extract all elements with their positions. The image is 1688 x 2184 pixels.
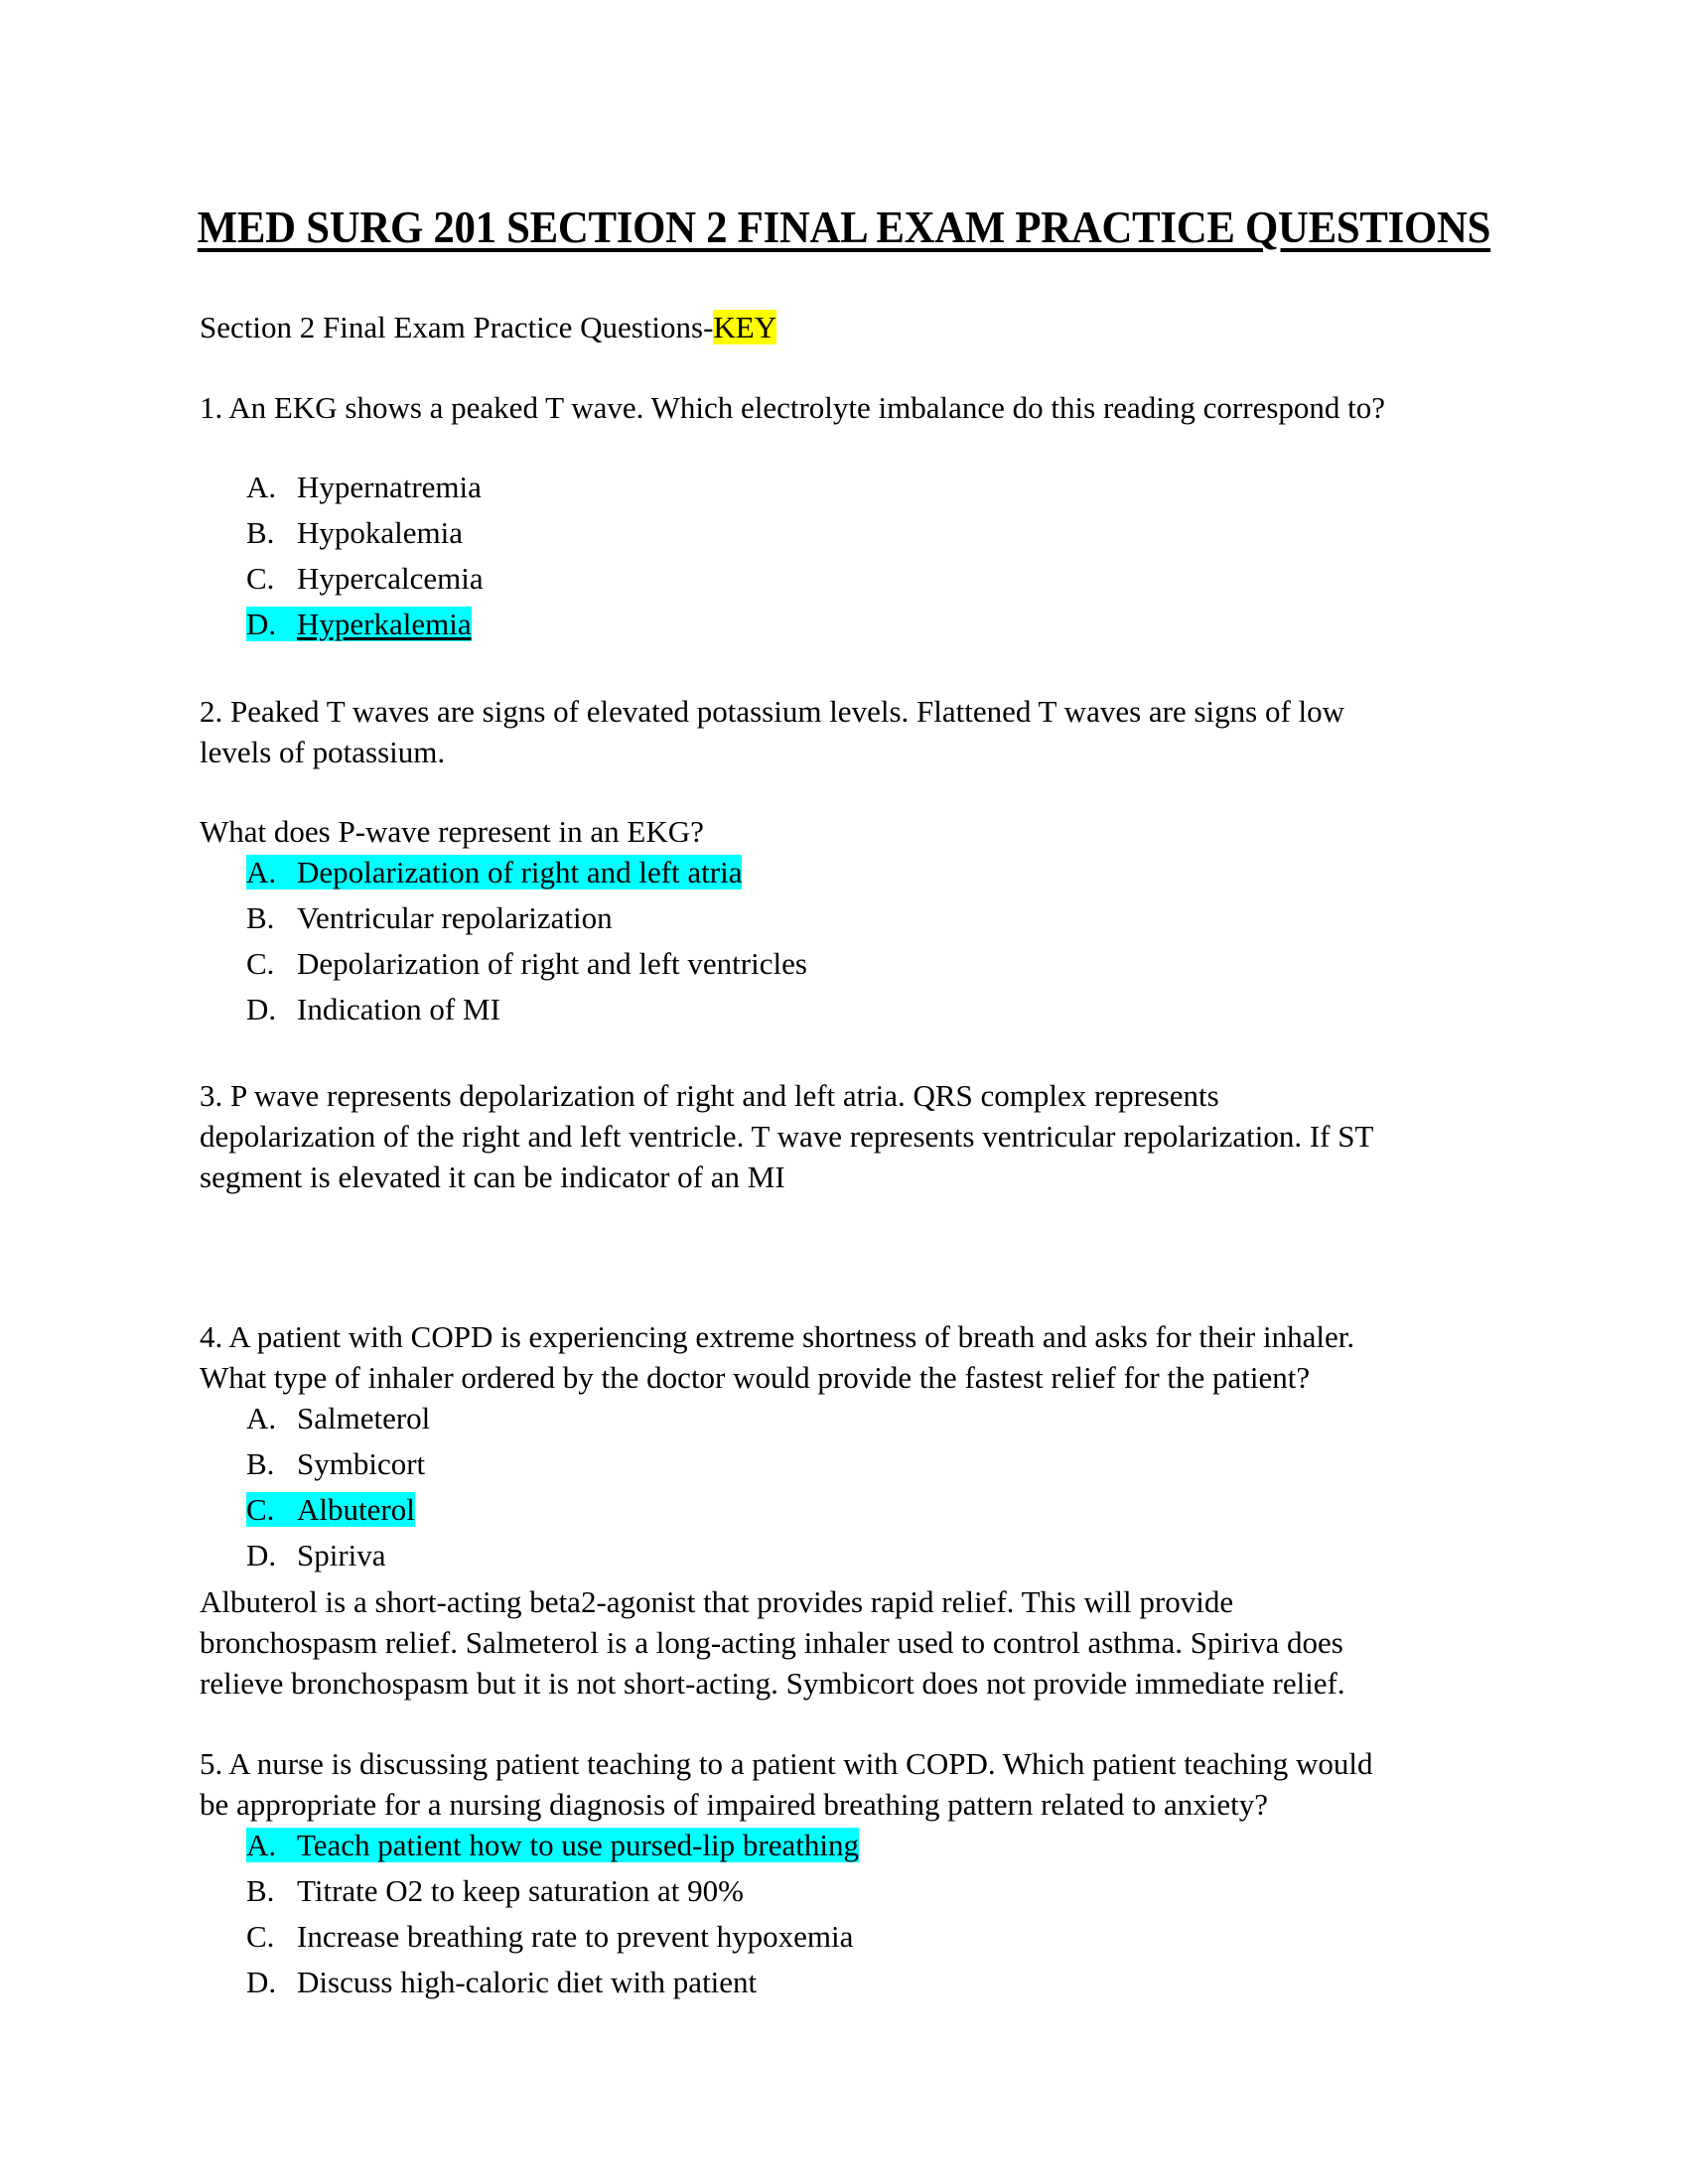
- q5-option-c: [246, 1917, 853, 1957]
- option-letter: A.: [246, 855, 277, 889]
- q4-option-b: [246, 1444, 425, 1484]
- option-text: Salmeterol: [297, 1401, 431, 1435]
- option-text: Teach patient how to use pursed-lip breathing: [297, 1828, 859, 1862]
- option-text: Depolarization of right and left ventricles: [297, 946, 807, 981]
- q5-option-b: [246, 1871, 744, 1911]
- question-4-text-line-2: What type of inhaler ordered by the doctor would provide the fastest relief for the patient?: [200, 1360, 1311, 1395]
- q4-explanation-line-1: Albuterol is a short-acting beta2-agonist that provides rapid relief. This will provide: [200, 1584, 1234, 1619]
- question-2-text: What does P-wave represent in an EKG?: [200, 814, 704, 849]
- q3-explanation-line-1: 3. P wave represents depolarization of right and left atria. QRS complex represents: [200, 1078, 1219, 1113]
- subtitle-text: Section 2 Final Exam Practice Questions-: [200, 310, 714, 344]
- option-text: Symbicort: [297, 1446, 426, 1481]
- option-letter: C.: [246, 561, 275, 596]
- q4-explanation-line-3: relieve bronchospasm but it is not short-acting. Symbicort does not provide immediate relief.: [200, 1666, 1345, 1701]
- q3-explanation-line-2: depolarization of the right and left ventricle. T wave represents ventricular repolarization. If ST: [200, 1119, 1374, 1154]
- q4-option-a: [246, 1399, 430, 1438]
- option-text: Hyperkalemia: [297, 607, 472, 641]
- q4-option-d: [246, 1536, 386, 1575]
- option-letter: D.: [246, 1965, 277, 1999]
- option-letter: A.: [246, 470, 277, 504]
- option-letter: B.: [246, 1873, 275, 1908]
- option-text: Titrate O2 to keep saturation at 90%: [297, 1873, 744, 1908]
- option-letter: B.: [246, 1446, 275, 1481]
- option-letter: D.: [246, 992, 277, 1026]
- subtitle: [200, 308, 776, 347]
- question-4-text-line-1: 4. A patient with COPD is experiencing extreme shortness of breath and asks for their inhaler.: [200, 1319, 1355, 1354]
- option-text: Hypercalcemia: [297, 561, 484, 596]
- option-letter: A.: [246, 1828, 277, 1862]
- option-text: Depolarization of right and left atria: [297, 855, 743, 889]
- option-letter: B.: [246, 515, 275, 550]
- option-text: Hypokalemia: [297, 515, 464, 550]
- q2-explanation-line-1: 2. Peaked T waves are signs of elevated potassium levels. Flattened T waves are signs of low: [200, 694, 1345, 729]
- q2-option-d: [246, 990, 500, 1029]
- option-letter: D.: [246, 607, 277, 641]
- question-1-text: 1. An EKG shows a peaked T wave. Which electrolyte imbalance do this reading correspond to?: [200, 390, 1386, 425]
- question-5-text-line-2: be appropriate for a nursing diagnosis of impaired breathing pattern related to anxiety?: [200, 1787, 1269, 1822]
- q5-option-a-correct: [246, 1826, 859, 1865]
- option-text: Albuterol: [297, 1492, 415, 1527]
- option-text: Hypernatremia: [297, 470, 482, 504]
- q4-option-c-correct: [246, 1490, 415, 1530]
- option-text: Discuss high-caloric diet with patient: [297, 1965, 758, 1999]
- option-text: Indication of MI: [297, 992, 500, 1026]
- q1-option-d-correct: [246, 605, 472, 644]
- option-text: Spiriva: [297, 1538, 386, 1572]
- q1-option-a: [246, 468, 482, 507]
- option-letter: D.: [246, 1538, 277, 1572]
- q2-option-b: [246, 898, 613, 938]
- page-title: MED SURG 201 SECTION 2 FINAL EXAM PRACTICE QUESTIONS: [197, 202, 1491, 252]
- q1-option-c: [246, 559, 484, 599]
- option-letter: B.: [246, 900, 275, 935]
- question-5-text-line-1: 5. A nurse is discussing patient teaching to a patient with COPD. Which patient teaching would: [200, 1746, 1373, 1781]
- q5-option-d: [246, 1963, 757, 2002]
- q1-option-b: [246, 513, 463, 553]
- option-letter: C.: [246, 1492, 275, 1527]
- q2-explanation-line-2: levels of potassium.: [200, 735, 446, 769]
- q2-option-c: [246, 944, 807, 984]
- key-label: KEY: [713, 310, 777, 344]
- q2-option-a-correct: [246, 853, 742, 892]
- option-text: Ventricular repolarization: [297, 900, 613, 935]
- option-text: Increase breathing rate to prevent hypoxemia: [297, 1919, 854, 1954]
- q3-explanation-line-3: segment is elevated it can be indicator of an MI: [200, 1160, 785, 1194]
- option-letter: C.: [246, 946, 275, 981]
- option-letter: A.: [246, 1401, 277, 1435]
- q4-explanation-line-2: bronchospasm relief. Salmeterol is a long-acting inhaler used to control asthma. Spiriva does: [200, 1625, 1343, 1660]
- option-letter: C.: [246, 1919, 275, 1954]
